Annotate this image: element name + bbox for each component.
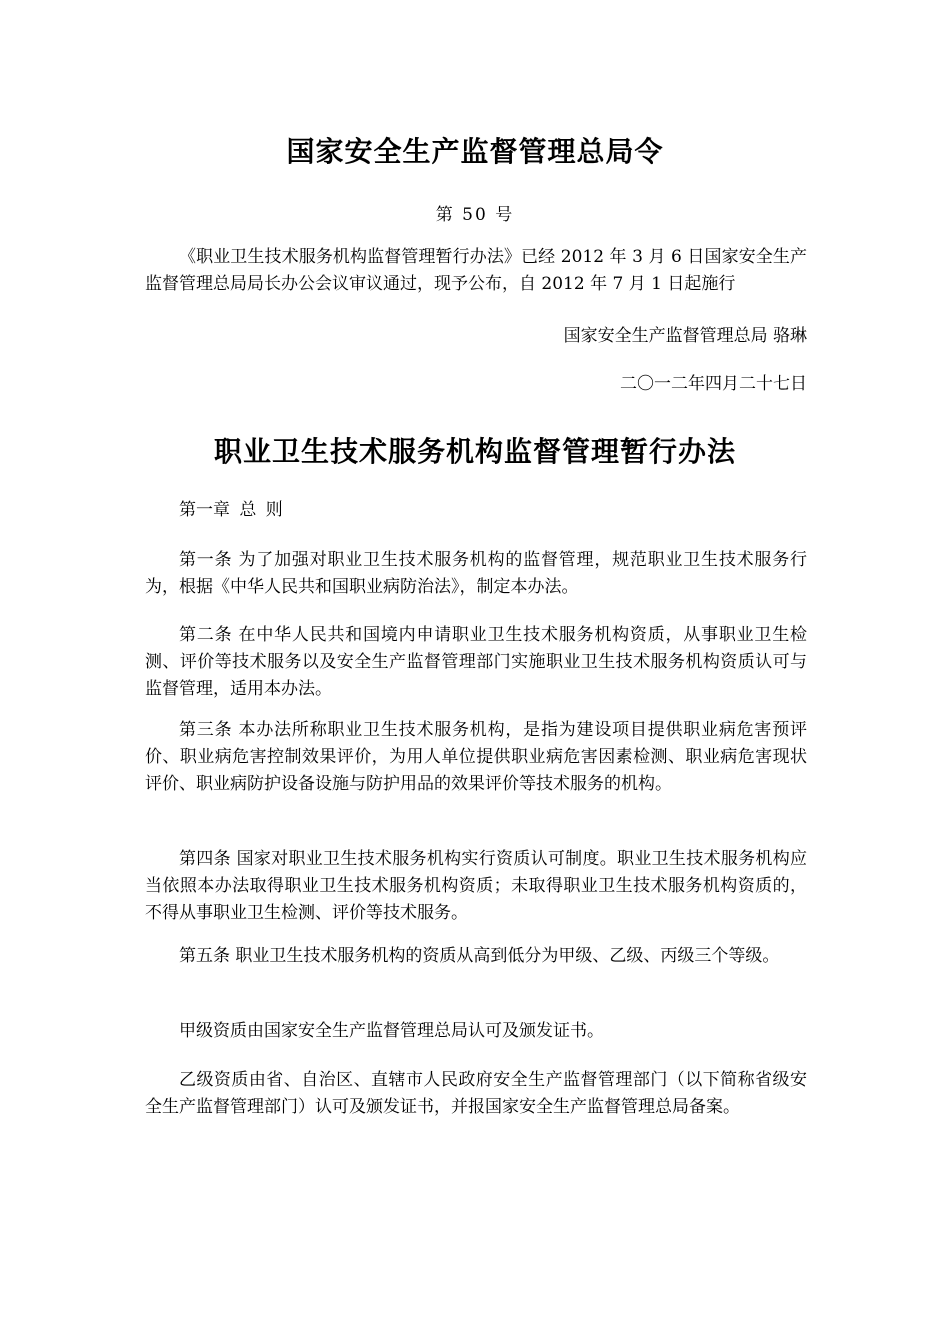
- promulgation-text: 《职业卫生技术服务机构监督管理暂行办法》已经 2012 年 3 月 6 日国家安全生产监督管理总局局长办公会议审议通过，现予公布，自 2012 年 7 月 1 日起施行: [145, 247, 807, 294]
- article-paragraph: 第一条 为了加强对职业卫生技术服务机构的监督管理，规范职业卫生技术服务行为，根据《中华人民共和国职业病防治法》，制定本办法。: [145, 550, 807, 597]
- article-paragraph: 第五条 职业卫生技术服务机构的资质从高到低分为甲级、乙级、丙级三个等级。: [179, 946, 780, 966]
- chapter-heading: 第一章 总 则: [179, 500, 283, 520]
- article-paragraph: 甲级资质由国家安全生产监督管理总局认可及颁发证书。: [179, 1021, 604, 1041]
- article-paragraph: 第三条 本办法所称职业卫生技术服务机构，是指为建设项目提供职业病危害预评价、职业病危害控制效果评价，为用人单位提供职业病危害因素检测、职业病危害现状评价、职业病防护设备设施与防护用品的效果评价等技术服务的机构。: [145, 720, 807, 794]
- order-number: 第 50 号: [435, 205, 515, 225]
- issue-date: 二〇一二年四月二十七日: [620, 374, 807, 394]
- order-title: 国家安全生产监督管理总局令: [286, 135, 664, 168]
- article-paragraph: 第二条 在中华人民共和国境内申请职业卫生技术服务机构资质，从事职业卫生检测、评价等技术服务以及安全生产监督管理部门实施职业卫生技术服务机构资质认可与监督管理，适用本办法。: [145, 625, 807, 699]
- signatory: 国家安全生产监督管理总局 骆琳: [563, 326, 807, 346]
- article-paragraph: 乙级资质由省、自治区、直辖市人民政府安全生产监督管理部门（以下简称省级安全生产监督管理部门）认可及颁发证书，并报国家安全生产监督管理总局备案。: [145, 1070, 807, 1117]
- document-title: 职业卫生技术服务机构监督管理暂行办法: [213, 435, 736, 468]
- article-paragraph: 第四条 国家对职业卫生技术服务机构实行资质认可制度。职业卫生技术服务机构应当依照本办法取得职业卫生技术服务机构资质；未取得职业卫生技术服务机构资质的，不得从事职业卫生检测、评价等技术服务。: [145, 849, 807, 923]
